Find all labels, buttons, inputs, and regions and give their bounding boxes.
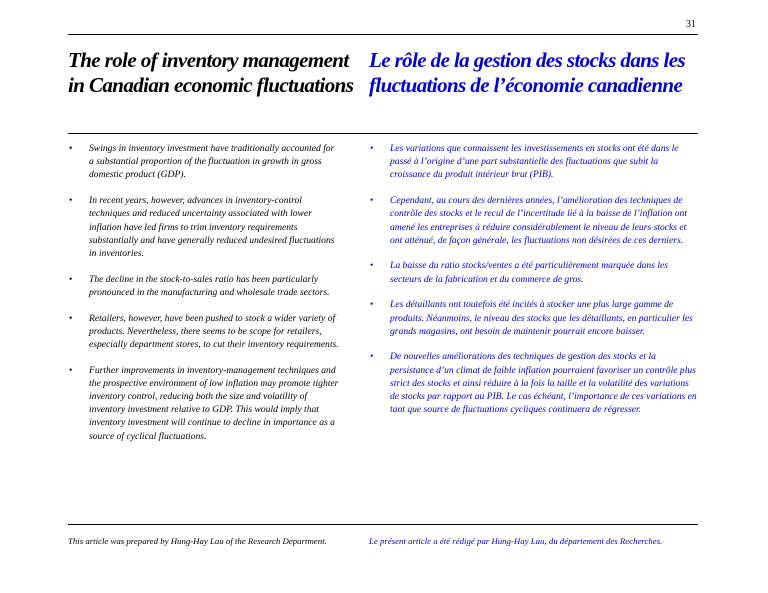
french-bullet-item: [369, 194, 699, 247]
footer-divider: [68, 524, 698, 525]
english-bullet-item: [68, 273, 340, 299]
french-bullet-text: Les variations que connaissent les investissements en stocks ont été dans le passé à l’origine d’une part substantielle des fluctuations que subit la croissance du produit intérieur brut (PIB).: [390, 143, 679, 181]
bullet-icon: •: [69, 195, 73, 207]
french-author-credit: Le présent article a été rédigé par Hung-Hay Lau, du département des Recherches.: [369, 536, 663, 546]
bullet-icon: •: [370, 351, 374, 363]
french-bullet-text: Cependant, au cours des dernières années, l’amélioration des techniques de contrôle des stocks et le recul de l’incertitude lié à la baisse de l’inflation ont amené les entreprises à réduire considérablement le niveau de leurs stocks et ont atténué, de façon générale, les fluctuations non désirées de ces derniers.: [390, 195, 687, 246]
english-bullet-text: Retailers, however, have been pushed to stock a wider variety of products. Nevertheless, there seems to be scope for retailers, especially department stores, to cut their inventory requirements.: [89, 312, 339, 350]
french-bullet-text: Les détaillants ont toutefois été incités à stocker une plus large gamme de produits. Néanmoins, le niveau des stocks que les détaillants, en particulier les grands magasins, ont besoin de maintenir pourrait encore baisser.: [390, 299, 693, 337]
french-bullet-list: [369, 142, 699, 429]
english-author-credit: This article was prepared by Hung-Hay Lau of the Research Department.: [68, 536, 327, 546]
english-title: The role of inventory management in Canadian economic fluctuations: [68, 48, 354, 97]
french-bullet-item: [369, 259, 699, 285]
english-bullet-item: [68, 194, 340, 260]
bullet-icon: •: [370, 143, 374, 154]
page-number: 31: [686, 19, 696, 30]
english-bullet-text: Swings in inventory investment have traditionally accounted for a substantial proportion of the fluctuation in growth in gross domestic product (GDP).: [89, 143, 335, 181]
top-rule: [68, 34, 698, 35]
french-bullet-text: La baisse du ratio stocks/ventes a été particulièrement marquée dans les secteurs de la fabrication et du commerce de gros.: [390, 260, 668, 285]
french-bullet-item: [369, 142, 699, 182]
bullet-icon: •: [69, 143, 73, 154]
french-bullet-text: De nouvelles améliorations des techniques de gestion des stocks et la persistance d’un climat de faible inflation pourraient favoriser un contrôle plus strict des stocks et ainsi réduire à la fois la taille et la volatilité des variations de stocks par rapport au PIB. Le cas échéant, l’importance de ces variations en tant que source de fluctuations cycliques continuera de régresser.: [390, 351, 697, 416]
english-bullet-item: [68, 142, 340, 182]
bullet-icon: •: [69, 312, 73, 324]
bullet-icon: •: [370, 260, 374, 272]
bullet-icon: •: [69, 364, 73, 376]
english-bullet-list: [68, 142, 340, 455]
bullet-icon: •: [69, 273, 73, 285]
title-divider: [68, 133, 698, 134]
english-bullet-text: In recent years, however, advances in inventory-control techniques and reduced uncertainty associated with lower inflation have led firms to trim inventory requirements substantially and have generally reduced undesired fluctuations in inventories.: [89, 195, 335, 259]
english-bullet-item: [68, 364, 340, 443]
french-title: Le rôle de la gestion des stocks dans les fluctuations de l’économie canadienne: [369, 48, 686, 97]
english-bullet-item: [68, 312, 340, 352]
bullet-icon: •: [370, 195, 374, 207]
french-bullet-item: [369, 350, 699, 416]
bullet-icon: •: [370, 299, 374, 311]
english-bullet-text: Further improvements in inventory-management techniques and the prospective environment of low inflation may promote tighter inventory control, reducing both the size and volatility of inventory investment relative to GDP. This would imply that inventory investment will continue to decline in importance as a source of cyclical fluctuations.: [89, 364, 339, 442]
english-bullet-text: The decline in the stock-to-sales ratio has been particularly pronounced in the manufacturing and wholesale trade sectors.: [89, 273, 330, 298]
french-bullet-item: [369, 298, 699, 338]
